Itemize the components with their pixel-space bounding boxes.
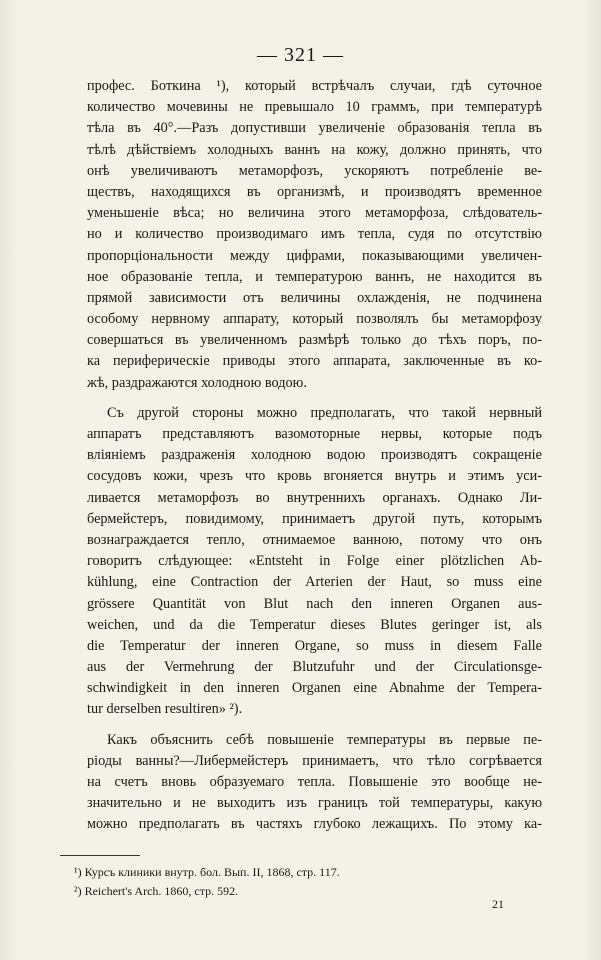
text-line: ное образованіе тепла, и температурою ваннъ, не находится въ bbox=[87, 268, 542, 285]
text-line: онѣ увеличиваютъ метаморфозъ, ускоряютъ потребленіе ве- bbox=[87, 162, 542, 179]
paragraph-2 bbox=[87, 403, 542, 721]
text-line: тѣла въ 40°.—Разъ допустивши увеличеніе образованія тепла въ bbox=[87, 120, 542, 137]
footnote-2: ²) Reichert's Arch. 1860, стр. 592. bbox=[74, 884, 239, 898]
text-line: жѣ, раздражаются холодною водою. bbox=[87, 374, 307, 391]
text-line: ріоды ванны?—Либермейстеръ принимаетъ, что тѣло согрѣвается bbox=[87, 752, 542, 769]
text-line: weichen, und da die Temperatur dieses Blutes geringer ist, als bbox=[87, 616, 542, 633]
text-line: можно предполагать въ частяхъ глубоко лежащихъ. По этому ка- bbox=[87, 816, 542, 833]
text-line: grössere Quantität von Blut nach den inneren Organen aus- bbox=[87, 595, 542, 612]
paragraph-gap bbox=[87, 394, 542, 403]
text-line: но и количество производимаго имъ тепла, судя по отсутствію bbox=[87, 226, 542, 243]
text-line: тѣлѣ дѣйствіемъ холодныхъ ваннъ на кожу, должно принять, что bbox=[87, 141, 542, 158]
text-line: kühlung, eine Contraction der Arterien der Haut, so muss eine bbox=[87, 574, 542, 591]
text-line: вознаграждается тепло, отнимаемое ванною, потому что онъ bbox=[87, 531, 542, 548]
footnote-divider bbox=[60, 855, 140, 856]
text-line: бермейстеръ, повидимому, принимаетъ другой путь, которымъ bbox=[87, 510, 542, 527]
text-line: значительно и не выходитъ изъ границъ той температуры, какую bbox=[87, 795, 542, 812]
paragraph-3 bbox=[87, 730, 542, 836]
text-line: schwindigkeit in den inneren Organen eine Abnahme der Tempera- bbox=[87, 680, 542, 697]
text-line: вліяніемъ раздраженія холодною водою производятъ сокращеніе bbox=[87, 447, 542, 464]
text-line: говоритъ слѣдующее: «Entsteht in Folge einer plötzlichen Ab- bbox=[87, 553, 542, 570]
text-line: на счетъ вновь образуемаго тепла. Повышеніе это вообще не- bbox=[87, 774, 542, 790]
text-line: аппаратъ представляютъ вазомоторные нервы, которые подъ bbox=[87, 426, 542, 442]
paragraph-1 bbox=[87, 76, 542, 394]
footnotes bbox=[74, 863, 544, 901]
text-line: Какъ объяснить себѣ повышеніе температуры въ первые пе- bbox=[107, 731, 542, 748]
text-line: сосудовъ кожи, чрезъ что кровь вгоняется внутрь и этимъ уси- bbox=[87, 468, 542, 485]
text-line: tur derselben resultiren» ²). bbox=[87, 701, 243, 718]
text-line: количество мочевины не превышало 10 граммъ, при температурѣ bbox=[87, 99, 542, 116]
text-line: die Temperatur der inneren Organe, so muss in diesem Falle bbox=[87, 637, 542, 654]
paragraph-gap bbox=[87, 721, 542, 730]
text-line: профес. Боткина ¹), который встрѣчалъ случаи, гдѣ суточное bbox=[87, 78, 542, 94]
text-line: прямой зависимости отъ величины охлажденія, не подчинена bbox=[87, 289, 542, 306]
page-number: — 321 — bbox=[257, 44, 344, 66]
footnote-1: ¹) Курсъ клиники внутр. бол. Вып. II, 1868, стр. 117. bbox=[74, 865, 340, 879]
body-text bbox=[87, 76, 542, 836]
signature-mark: 21 bbox=[492, 897, 504, 911]
text-line: пропорціональности между цифрами, показывающими увеличен- bbox=[87, 247, 542, 264]
text-line: уменьшеніе вѣса; но величина этого метаморфоза, слѣдователь- bbox=[87, 205, 542, 222]
text-line: ществъ, находящихся въ организмѣ, и производятъ временное bbox=[87, 183, 542, 200]
text-line: aus der Vermehrung der Blutzufuhr und der Circulationsge- bbox=[87, 659, 542, 676]
text-line: ливается метаморфозъ во внутреннихъ органахъ. Однако Ли- bbox=[87, 489, 542, 506]
text-line: Съ другой стороны можно предполагать, что такой нервный bbox=[107, 404, 542, 421]
text-line: совершаться въ увеличенномъ размѣрѣ только до тѣхъ поръ, по- bbox=[87, 332, 542, 349]
text-line: особому нервному аппарату, который позволялъ бы метаморфозу bbox=[87, 311, 542, 328]
text-line: ка периферическіе приводы этого аппарата, заключенные въ ко- bbox=[87, 353, 542, 370]
